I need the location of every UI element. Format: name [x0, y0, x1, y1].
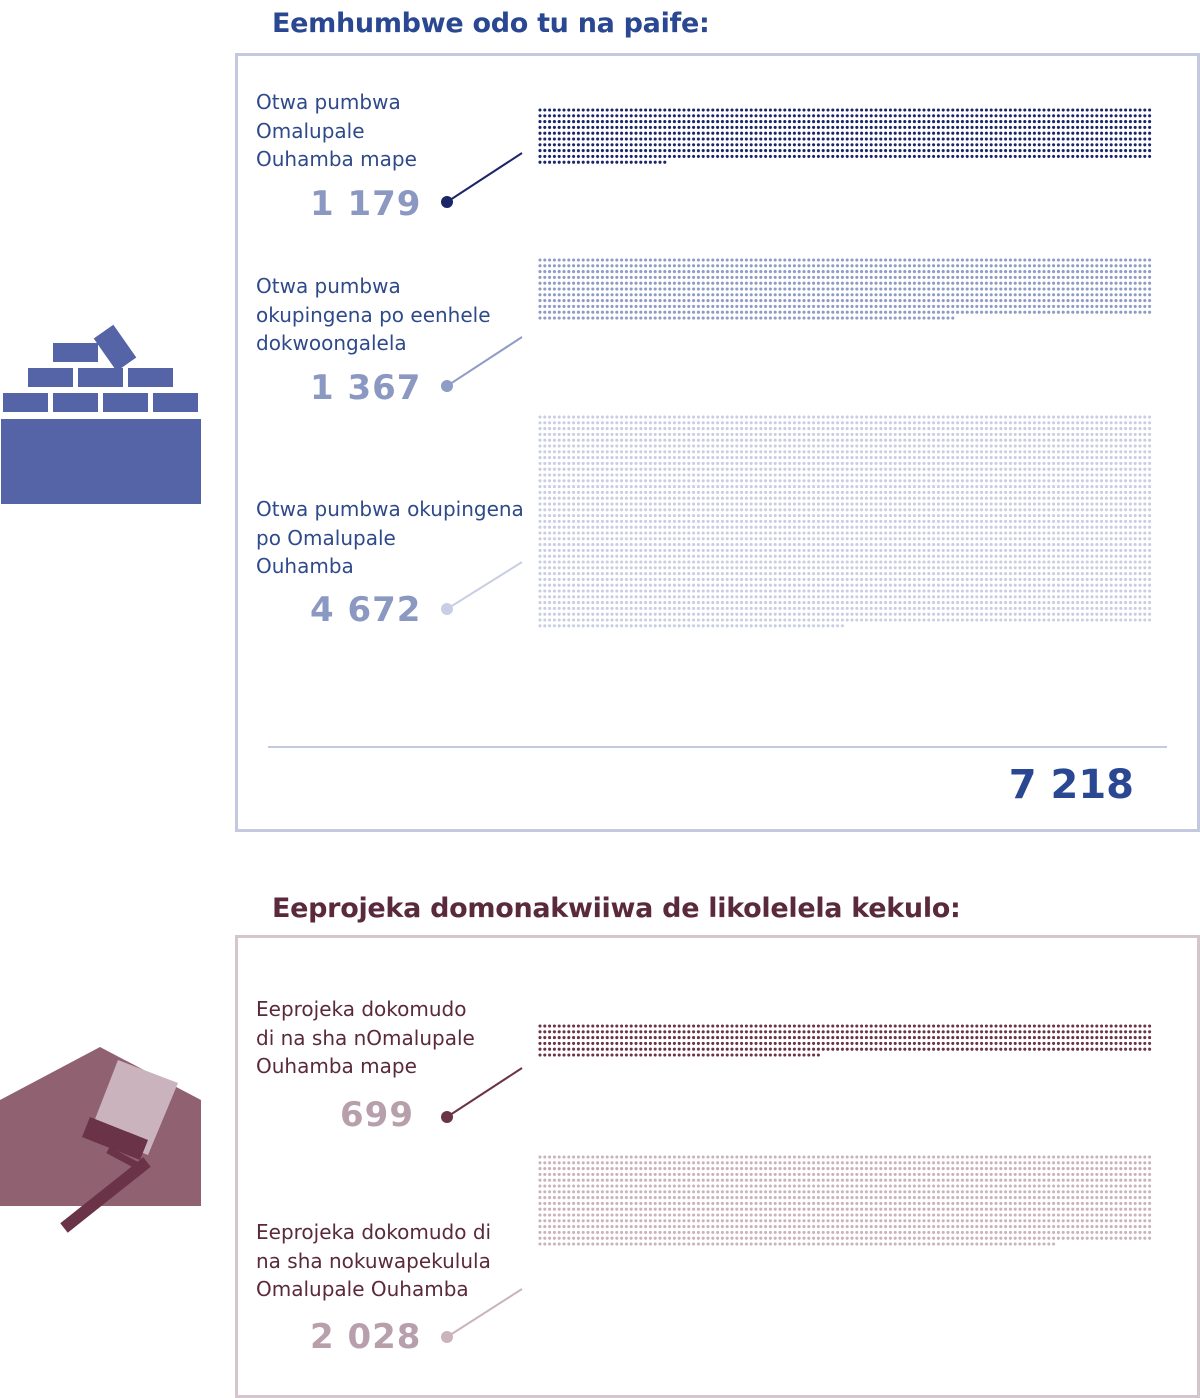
value-label-1: 1 179: [310, 184, 422, 224]
category-label-line: Ouhamba: [256, 554, 354, 578]
total-value: 7 218: [1008, 762, 1134, 808]
brick: [78, 368, 123, 387]
brick: [153, 393, 198, 412]
connector-line: [447, 1068, 522, 1117]
wall-block: [1, 419, 201, 504]
dot-bar-1-3: [538, 415, 1151, 627]
connector-line: [447, 562, 522, 609]
brick: [3, 393, 48, 412]
bricks-wall-icon: [1, 325, 201, 504]
category-label-line: Ouhamba mape: [256, 1054, 417, 1078]
category-label-line: Omalupale: [256, 118, 365, 143]
connector-line: [447, 153, 522, 202]
category-label-line: di na sha nOmalupale: [256, 1025, 475, 1050]
connector-line: [447, 337, 522, 386]
dot-bar-1-2: [538, 258, 1151, 319]
dot-bar-2-1: [538, 1024, 1151, 1056]
dot-bar-2-2: [538, 1155, 1151, 1245]
value-label-2: 1 367: [310, 368, 422, 408]
category-label-line: dokwoongalela: [256, 331, 407, 355]
dot-bar-1-1: [538, 108, 1151, 163]
brick: [28, 368, 73, 387]
brick: [53, 343, 98, 362]
connector-dot: [441, 1331, 453, 1343]
category-label-line: Eeprojeka dokomudo: [256, 997, 467, 1021]
category-label-line: po Omalupale: [256, 525, 396, 550]
category-label-line: Ouhamba mape: [256, 147, 417, 171]
brick-tilted: [94, 325, 137, 372]
connector-dot: [441, 603, 453, 615]
category-label-line: Omalupale Ouhamba: [256, 1277, 469, 1301]
value-label-3: 4 672: [310, 590, 422, 630]
brick: [128, 368, 173, 387]
category-label-line: Otwa pumbwa: [256, 90, 401, 114]
section-title-projects: Eeprojeka domonakwiiwa de likolelela kekulo:: [272, 893, 961, 924]
value-label-5: 2 028: [310, 1317, 422, 1357]
connector-dot: [441, 1111, 453, 1123]
connector-line: [447, 1289, 522, 1337]
category-label-line: Eeprojeka dokomudo di: [256, 1220, 492, 1244]
paint-roller-icon: [0, 1047, 201, 1228]
connector-dot: [441, 196, 453, 208]
brick: [53, 393, 98, 412]
section-title-new-halls: Eemhumbwe odo tu na paife:: [272, 8, 710, 39]
category-label-line: okupingena po eenhele: [256, 302, 491, 327]
category-label-line: Otwa pumbwa okupingena: [256, 497, 524, 521]
connector-dot: [441, 380, 453, 392]
category-label-line: na sha nokuwapekulula: [256, 1248, 491, 1273]
category-label-line: Otwa pumbwa: [256, 274, 401, 298]
value-label-4: 699: [340, 1095, 414, 1135]
brick: [103, 393, 148, 412]
